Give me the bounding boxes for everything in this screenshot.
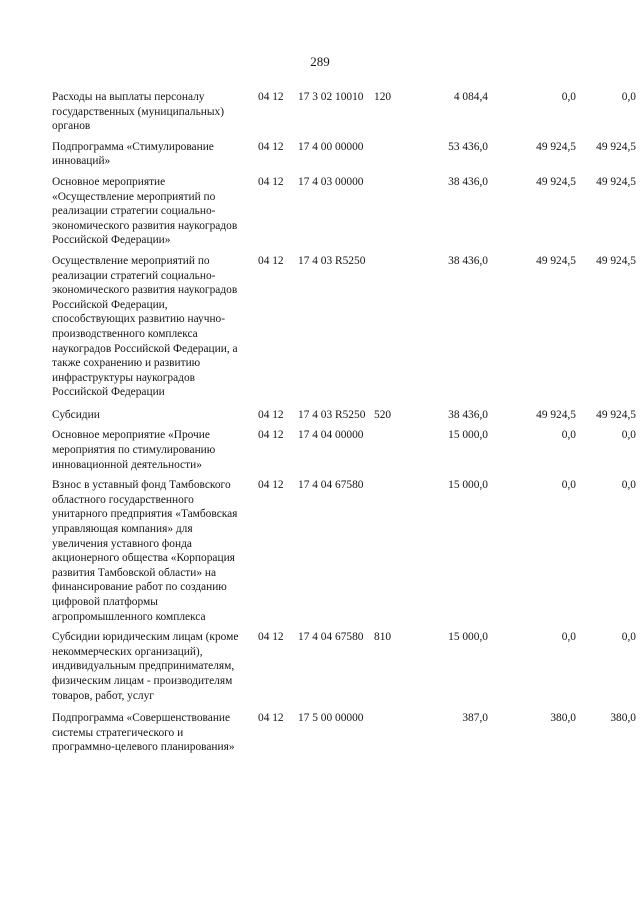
row-expense-type: 520 [374, 408, 392, 421]
row-name: Подпрограмма «Совершенствование системы стратегического и программно-целевого планирования» [52, 712, 235, 754]
row-amount-3: 49 924,5 [596, 408, 636, 421]
row-section-code: 04 12 [258, 631, 284, 644]
table-row [52, 711, 636, 755]
row-section-code: 04 12 [258, 408, 284, 421]
row-target-code: 17 4 03 R5250 [298, 254, 366, 267]
page-number: 289 [310, 54, 330, 69]
row-amount-1: 4 084,4 [453, 91, 488, 103]
row-amount-3: 0,0 [621, 91, 636, 103]
row-amount-1: 38 436,0 [448, 254, 488, 267]
table-row [52, 254, 636, 400]
row-section-code: 04 12 [258, 712, 284, 725]
table-row [52, 408, 636, 423]
row-target-code: 17 4 04 67580 [298, 479, 364, 492]
row-section-code: 04 12 [258, 429, 284, 442]
row-amount-3: 0,0 [621, 429, 636, 442]
table-row [52, 90, 636, 134]
row-amount-1: 387,0 [462, 712, 488, 725]
row-target-code: 17 4 04 00000 [298, 429, 364, 442]
row-section-code: 04 12 [258, 175, 284, 188]
row-amount-3: 0,0 [621, 631, 636, 644]
row-amount-3: 49 924,5 [596, 254, 636, 267]
row-amount-1: 15 000,0 [448, 479, 488, 492]
row-expense-type: 810 [374, 631, 392, 644]
row-amount-1: 38 436,0 [448, 175, 488, 188]
row-name: Подпрограмма «Стимулирование инноваций» [52, 140, 214, 168]
row-name: Субсидии юридическим лицам (кроме некоммерческих организаций), индивидуальным предпринимателям, физическим лицам - производителям товаров, работ, услуг [52, 631, 239, 702]
table-row [52, 140, 636, 169]
row-amount-2: 380,0 [550, 712, 576, 725]
row-target-code: 17 3 02 10010 [298, 91, 364, 103]
row-amount-3: 0,0 [621, 479, 636, 492]
row-target-code: 17 4 03 R5250 [298, 408, 366, 421]
row-name: Субсидии [52, 408, 100, 421]
row-name: Осуществление мероприятий по реализации стратегий социально-экономического развития наукоградов Российской Федерации, способствующих развитию научно-производственного комплекса наукоградов Российской Федерации, а также сохранению и развитию инфраструктуры наукоградов Российской Федерации [52, 254, 238, 399]
table-row [52, 428, 636, 472]
row-expense-type: 120 [374, 91, 392, 103]
row-amount-1: 15 000,0 [448, 631, 488, 644]
row-amount-2: 49 924,5 [536, 140, 576, 153]
row-name: Основное мероприятие «Прочие мероприятия по стимулированию инновационной деятельности» [52, 429, 216, 471]
row-section-code: 04 12 [258, 91, 284, 103]
row-target-code: 17 4 03 00000 [298, 175, 364, 188]
row-amount-2: 0,0 [561, 631, 576, 644]
table-row [52, 630, 636, 703]
row-amount-3: 380,0 [610, 712, 636, 725]
row-amount-2: 0,0 [561, 429, 576, 442]
row-section-code: 04 12 [258, 140, 284, 153]
row-section-code: 04 12 [258, 254, 284, 267]
row-name: Взнос в уставный фонд Тамбовского областного государственного унитарного предприятия «Тамбовская управляющая компания» для увеличения уставного фонда акционерного общества «Корпорация развития Тамбовской области» на финансирование работ по созданию цифровой платформы агропромышленного комплекса [52, 479, 238, 623]
row-target-code: 17 4 04 67580 [298, 631, 364, 644]
table-row [52, 175, 636, 248]
row-section-code: 04 12 [258, 479, 284, 492]
row-target-code: 17 5 00 00000 [298, 712, 364, 725]
row-amount-1: 38 436,0 [448, 408, 488, 421]
row-amount-3: 49 924,5 [596, 175, 636, 188]
row-amount-2: 49 924,5 [536, 408, 576, 421]
row-amount-2: 49 924,5 [536, 254, 576, 267]
row-amount-2: 49 924,5 [536, 175, 576, 188]
row-name: Основное мероприятие «Осуществление мероприятий по реализации стратегии социально-экономического развития наукоградов Российской Федерации» [52, 175, 238, 247]
row-name: Расходы на выплаты персоналу государственных (муниципальных) органов [52, 91, 225, 133]
row-amount-2: 0,0 [561, 91, 576, 103]
row-amount-1: 53 436,0 [448, 140, 488, 153]
row-amount-3: 49 924,5 [596, 140, 636, 153]
row-amount-2: 0,0 [561, 479, 576, 492]
table-row [52, 478, 636, 624]
budget-table [52, 90, 636, 755]
row-target-code: 17 4 00 00000 [298, 140, 364, 153]
row-amount-1: 15 000,0 [448, 429, 488, 442]
